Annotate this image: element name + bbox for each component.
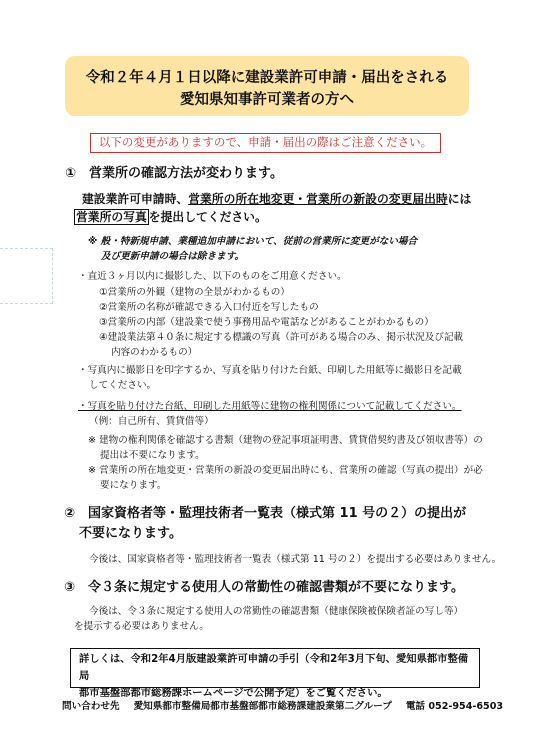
section1-bold-line2: [74, 209, 267, 226]
faint-stamp-mark: [0, 248, 53, 304]
section1-item-0: ・直近３ヶ月以内に撮影した、以下のものをご用意ください。: [78, 271, 347, 282]
section1-item-13: 要になります。: [100, 480, 167, 491]
section2-heading-line1: ② 国家資格者等・監理技術者一覧表（様式第 11 号の２）の提出が: [64, 506, 467, 521]
section1-item-5: 内容のわかるもの）: [111, 347, 198, 358]
title-line2: 愛知県知事許可業者の方へ: [180, 92, 354, 108]
notice-banner: 以下の変更がありますので、申請・届出の際はご注意ください。: [90, 133, 441, 153]
section1-note-line1: ※ 般・特新規申請、業種追加申請において、従前の営業所に変更がない場合: [88, 236, 418, 247]
title-banner: [65, 56, 469, 116]
section1-item-11: 提出は不要になります。: [100, 450, 205, 461]
section1-item-2: ②営業所の名称が確認できる入口付近を写したもの: [99, 302, 319, 313]
section1-item-7: してください。: [89, 380, 157, 391]
info-box: [70, 648, 480, 699]
section1-bold-line2-b: を提出してください。: [148, 210, 267, 224]
section1-item-10: ※ 建物の権利関係を確認する書類（建物の登記事項証明書、賃貸借契約書及び領収書等）の: [88, 435, 483, 446]
section1-item-3: ③営業所の内部（建設業で使う事務用品や電話などがあることがわかるもの）: [99, 317, 434, 328]
section1-photo-highlight: 営業所の写真: [76, 210, 147, 224]
section1-bold-line1-c: には: [447, 192, 472, 206]
info-line1: 詳しくは、令和2年4月版建設業許可申請の手引（令和2年3月下旬、愛知県都市整備局: [79, 653, 469, 682]
section1-bold-line1-b: 営業所の所在地変更・営業所の新設の変更届出時: [188, 192, 448, 206]
contact-label: 問い合わせ先: [62, 701, 120, 712]
section3-heading: ③ 令３条に規定する使用人の常勤性の確認書類が不要になります。: [64, 580, 464, 595]
info-line2: 都市基盤部都市総務課ホームページで公開予定）をご覧ください。: [79, 687, 388, 699]
section1-item-8: ・写真を貼り付けた台紙、印刷した用紙等に建物の権利関係について記載してください。: [78, 401, 462, 412]
section1-item-4: ④建設業法第４０条に規定する標識の写真（許可がある場合のみ、掲示状況及び記載: [99, 332, 464, 343]
section2-heading-line2: 不要になります。: [79, 526, 182, 541]
contact-org: 愛知県都市整備局都市基盤部都市総務課建設業第二グループ: [133, 701, 392, 712]
contact-footer: [62, 698, 517, 712]
section1-item-6: ・写真内に撮影日を印字するか、写真を貼り付けた台紙、印刷した用紙等に撮影日を記載: [78, 365, 462, 376]
section1-heading: ① 営業所の確認方法が変わります。: [65, 166, 283, 181]
section1-item-12: ※ 営業所の所在地変更・営業所の新設の変更届出時にも、営業所の確認（写真の提出）が必: [88, 465, 483, 476]
section1-note-line2: 及び更新申請の場合は除きます。: [101, 251, 245, 262]
section1-item-9: （例：自己所有、賃貸借等）: [89, 416, 214, 427]
section1-bold-line1-a: 建設業許可申請時、: [82, 192, 189, 206]
contact-phone: 電話 052-954-6503: [405, 701, 504, 712]
section1-item-1: ①営業所の外観（建物の全景がわかるもの）: [99, 287, 290, 298]
title-line1: 令和２年４月１日以降に建設業許可申請・届出をされる: [85, 70, 449, 86]
section2-body: 今後は、国家資格者等・監理技術者一覧表（様式第 11 号の２）を提出する必要はありません。: [89, 554, 502, 565]
section1-bold-line1: [82, 191, 471, 208]
section3-body-line1: 今後は、令３条に規定する使用人の常勤性の確認書類（健康保険被保険者証の写し等）: [89, 606, 464, 617]
section3-body-line2: を提示する必要はありません。: [74, 621, 209, 632]
